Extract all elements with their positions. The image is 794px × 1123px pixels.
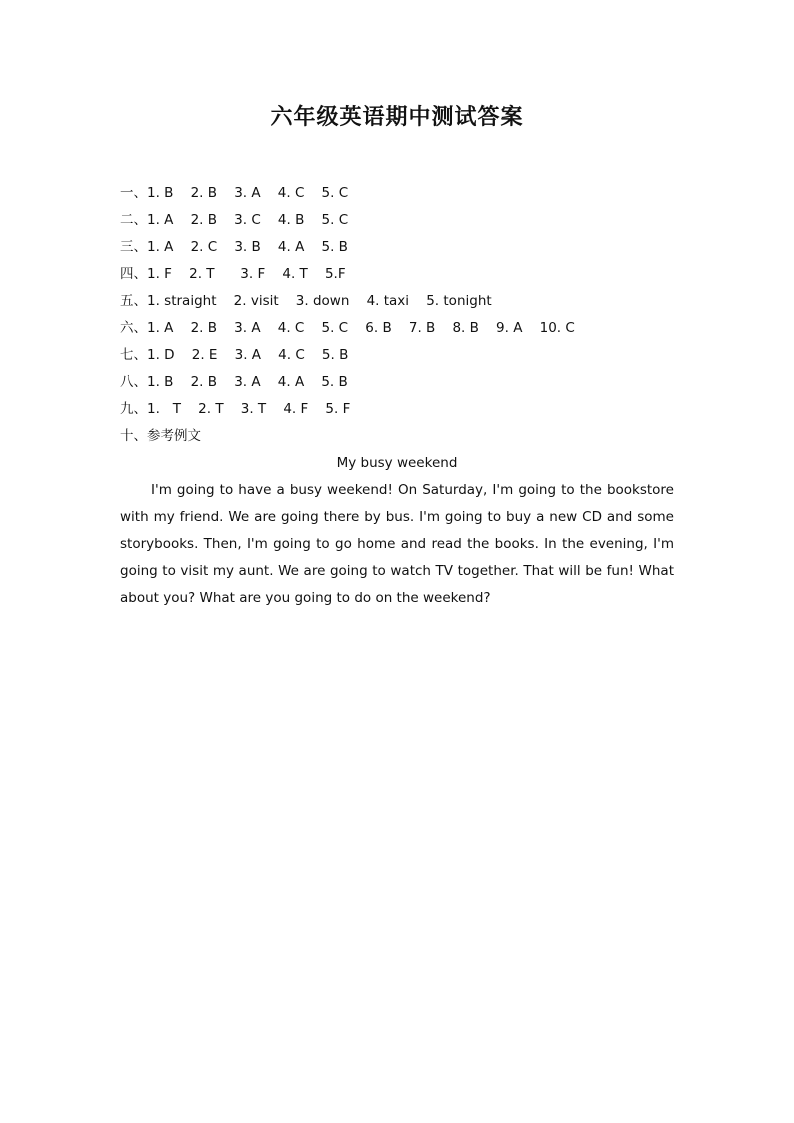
- section-label: 五、: [120, 293, 147, 309]
- document-title: 六年级英语期中测试答案: [270, 104, 524, 130]
- answer-row-7: [120, 342, 680, 369]
- section-label: 一、: [120, 185, 147, 201]
- answer-text: 1. F 2. T 3. F 4. T 5.F: [147, 266, 346, 282]
- section-label: 四、: [120, 266, 147, 282]
- essay-body: I'm going to have a busy weekend! On Saturday, I'm going to the bookstore with my friend. We are going there by bus. I'm going to buy a new CD and some storybooks. Then, I'm going to go home and read the books. In the evening, I'm going to visit my aunt. We are going to watch TV together. That will be fun! What about you? What are you going to do on the weekend?: [120, 482, 674, 606]
- answer-text: 1. A 2. C 3. B 4. A 5. B: [147, 239, 348, 255]
- section-label: 八、: [120, 374, 147, 390]
- answer-row-6: [120, 315, 680, 342]
- essay-heading: My busy weekend: [336, 455, 458, 471]
- section-label: 十、: [120, 428, 147, 444]
- answer-text: 1. B 2. B 3. A 4. C 5. C: [147, 185, 349, 201]
- answer-list: [120, 180, 680, 450]
- answer-row-9: [120, 396, 680, 423]
- answer-text: 1. A 2. B 3. C 4. B 5. C: [147, 212, 349, 228]
- answer-text: 参考例文: [147, 428, 201, 444]
- answer-text: 1. straight 2. visit 3. down 4. taxi 5. tonight: [147, 293, 492, 309]
- answer-row-1: [120, 180, 680, 207]
- answer-row-3: [120, 234, 680, 261]
- answer-row-8: [120, 369, 680, 396]
- answer-text: 1. D 2. E 3. A 4. C 5. B: [147, 347, 349, 363]
- section-label: 九、: [120, 401, 147, 417]
- answer-row-10: [120, 423, 680, 450]
- section-label: 三、: [120, 239, 147, 255]
- answer-row-2: [120, 207, 680, 234]
- answer-text: 1. A 2. B 3. A 4. C 5. C 6. B 7. B 8. B 9. A 10. C: [147, 320, 575, 336]
- section-label: 六、: [120, 320, 147, 336]
- section-label: 二、: [120, 212, 147, 228]
- section-label: 七、: [120, 347, 147, 363]
- answer-text: 1. B 2. B 3. A 4. A 5. B: [147, 374, 348, 390]
- answer-text: 1. T 2. T 3. T 4. F 5. F: [147, 401, 351, 417]
- answer-row-4: [120, 261, 680, 288]
- answer-row-5: [120, 288, 680, 315]
